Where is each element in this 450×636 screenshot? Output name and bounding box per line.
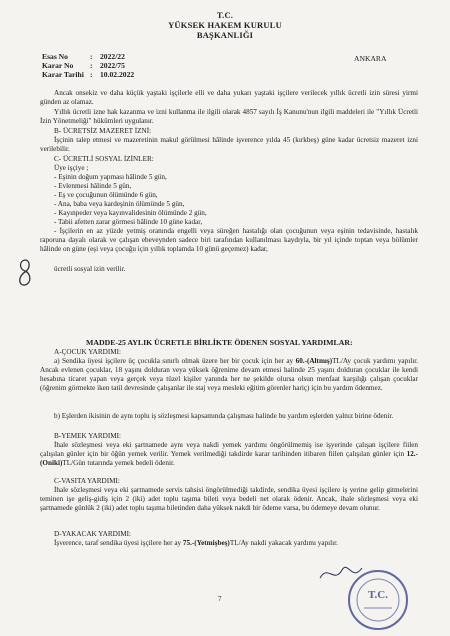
article-25-title: MADDE-25 AYLIK ÜCRETLE BİRLİKTE ÖDENEN SOSYAL YARDIMLAR: bbox=[86, 338, 353, 347]
city: ANKARA bbox=[354, 54, 387, 63]
heading-transport-aid: C-VASITA YARDIMI: bbox=[54, 477, 120, 485]
child-aid-amount: 60.-(Altmış) bbox=[295, 357, 333, 365]
meal-aid-text-1: İhale sözleşmesi veya eki şartnamede aynı veya nakdi yemek yardımı öngörülmemiş ise işyerinde çalışan işçilere fiilen çalışılan günler için bir öğün yemek verilir. Yemek verilmediği takdirde karar tarihinden itibaren fiilen çalışılan günler için bbox=[40, 441, 418, 458]
leave-item: - Kayınpeder veya kayınvalidesinin ölümünde 2 gün, bbox=[54, 209, 207, 217]
paragraph-child-aid bbox=[40, 357, 418, 393]
esas-sep: : bbox=[90, 52, 93, 61]
header-tc: T.C. bbox=[216, 10, 234, 20]
esas-value: 2022/22 bbox=[100, 52, 125, 61]
leave-item: - Evlenmesi hâlinde 5 gün, bbox=[54, 182, 132, 190]
paragraph-fuel-aid bbox=[40, 539, 340, 548]
paragraph-child-aid-spouses: b) Eşlerden ikisinin de aynı toplu iş sözleşmesi kapsamında çalışması halinde bu yardım eşlerden yalnız birine ödenir. bbox=[54, 412, 394, 420]
case-meta bbox=[42, 52, 134, 80]
karar-label: Karar No bbox=[42, 61, 74, 71]
fuel-aid-amount: 75.-(Yetmişbeş) bbox=[182, 539, 230, 547]
paragraph-leave-law: Yıllık ücretli izne hak kazanma ve izni kullanma ile ilgili olarak 4857 sayılı İş Kanunu'nun ilgili maddeleri ile "Yıllık Ücretli İzin Yönetmeliği" hükümleri uygulanır. bbox=[40, 108, 418, 125]
tarih-label: Karar Tarihi bbox=[42, 70, 84, 80]
paid-leave-intro: Üye işçiye ; bbox=[54, 164, 89, 172]
paid-leave-tail: ücretli sosyal izin verilir. bbox=[54, 265, 126, 273]
tarih-value: 10.02.2022 bbox=[100, 70, 135, 80]
karar-value: 2022/75 bbox=[100, 61, 125, 71]
paragraph-leave-minimum: Ancak onsekiz ve daha küçük yaştaki işçilerle elli ve daha yukarı yaştaki işçilere verilecek yıllık ücretli izin süresi yirmi günden az olamaz. bbox=[40, 89, 418, 106]
leave-item-disabled-child: - İşçilerin en az yüzde yetmiş oranında engelli veya süreğen hastalığı olan çocuğunun veya eşinin tedavisinde, hastalık raporuna dayalı olarak ve çalışan ebeveynden sadece biri tarafından kullanılması kaydıyla, bir yıl içinde toptan veya bölümler hâlinde on güne (eşi veya çocuğu için yıllık toplamda 10 günü geçemez) kadar, bbox=[40, 227, 418, 253]
heading-fuel-aid: D-YAKACAK YARDIMI: bbox=[54, 530, 131, 538]
paragraph-transport-aid: İhale sözleşmesi veya eki şartnamede servis tahsisi öngörülmediği takdirde, sendika üyesi işçilere iş yerine gelip gitmelerini teminen işe geliş-gidiş için 2 (iki) adet toplu taşıma bileti veya bedeli net olarak ödenir. Ancak, ihale sözleşmesi veya eki şartnamede günlük 2 (iki) adet toplu taşıma biletinden daha yüksek nakdi bir ödeme varsa, bu ödemeye devam olunur. bbox=[40, 486, 418, 512]
official-seal-stamp bbox=[344, 568, 412, 632]
stamp-text: T.C. bbox=[368, 589, 388, 601]
handwritten-eight-mark bbox=[16, 258, 34, 288]
tarih-sep: : bbox=[90, 70, 93, 80]
leave-item: - Eş ve çocuğunun ölümünde 6 gün, bbox=[54, 191, 158, 199]
header-institution: YÜKSEK HAKEM KURULU bbox=[168, 20, 282, 30]
paragraph-meal-aid bbox=[40, 441, 418, 468]
heading-paid-social-leave: C- ÜCRETLİ SOSYAL İZİNLER: bbox=[54, 155, 154, 163]
page-number: 7 bbox=[218, 595, 222, 603]
heading-child-aid: A-ÇOCUK YARDIMI: bbox=[54, 348, 122, 356]
paragraph-unpaid-leave: İşçinin talep etmesi ve mazeretinin makul görülmesi hâlinde işverence yılda 45 (kırkbeş) güne kadar ücretsiz mazeret izni verilebilir. bbox=[40, 136, 418, 153]
child-aid-text-2: TL/Ay çocuk yardımı yapılır. Ancak evlenen çocuklar, 18 yaşını dolduran veya yüksek öğrenime devam etmesi halinde 25 yaşını dolduran çocuklar ile kendi hesabına ticaret yapan veya gerçek veya tüzel kişiler yanında her ne şekilde olursa olsun menfaat karşılığı çalışan çocuklar (öğrenim görmekte iken tatil devresinde çalışanlar ile staj veya mesleki eğitim görenler hariç) için bu yardım ödenmez. bbox=[40, 357, 418, 392]
heading-unpaid-leave: B- ÜCRETSİZ MAZERET İZNİ: bbox=[54, 127, 152, 135]
fuel-aid-text-1: İşverence, taraf sendika üyesi işçilere her ay bbox=[54, 539, 183, 547]
heading-meal-aid: B-YEMEK YARDIMI: bbox=[54, 432, 122, 440]
leave-item: - Tabii afetten zarar görmesi hâlinde 10 güne kadar, bbox=[54, 218, 203, 226]
leave-item: - Eşinin doğum yapması hâlinde 5 gün, bbox=[54, 173, 167, 181]
fuel-aid-text-2: TL/Ay nakdi yakacak yardımı yapılır. bbox=[229, 539, 338, 547]
leave-item: - Ana, baba veya kardeşinin ölümünde 5 gün, bbox=[54, 200, 185, 208]
header-department: BAŞKANLIĞI bbox=[196, 30, 254, 40]
esas-label: Esas No bbox=[42, 52, 68, 61]
meal-aid-amount: 12.-(Oniki) bbox=[40, 450, 418, 467]
child-aid-text-1: a) Sendika üyesi işçilere üç çocukla sınırlı olmak üzere her bir çocuk için her ay bbox=[54, 357, 296, 365]
meal-aid-text-2: TL/Gün tutarında yemek bedeli ödenir. bbox=[62, 459, 175, 467]
karar-sep: : bbox=[90, 61, 93, 71]
